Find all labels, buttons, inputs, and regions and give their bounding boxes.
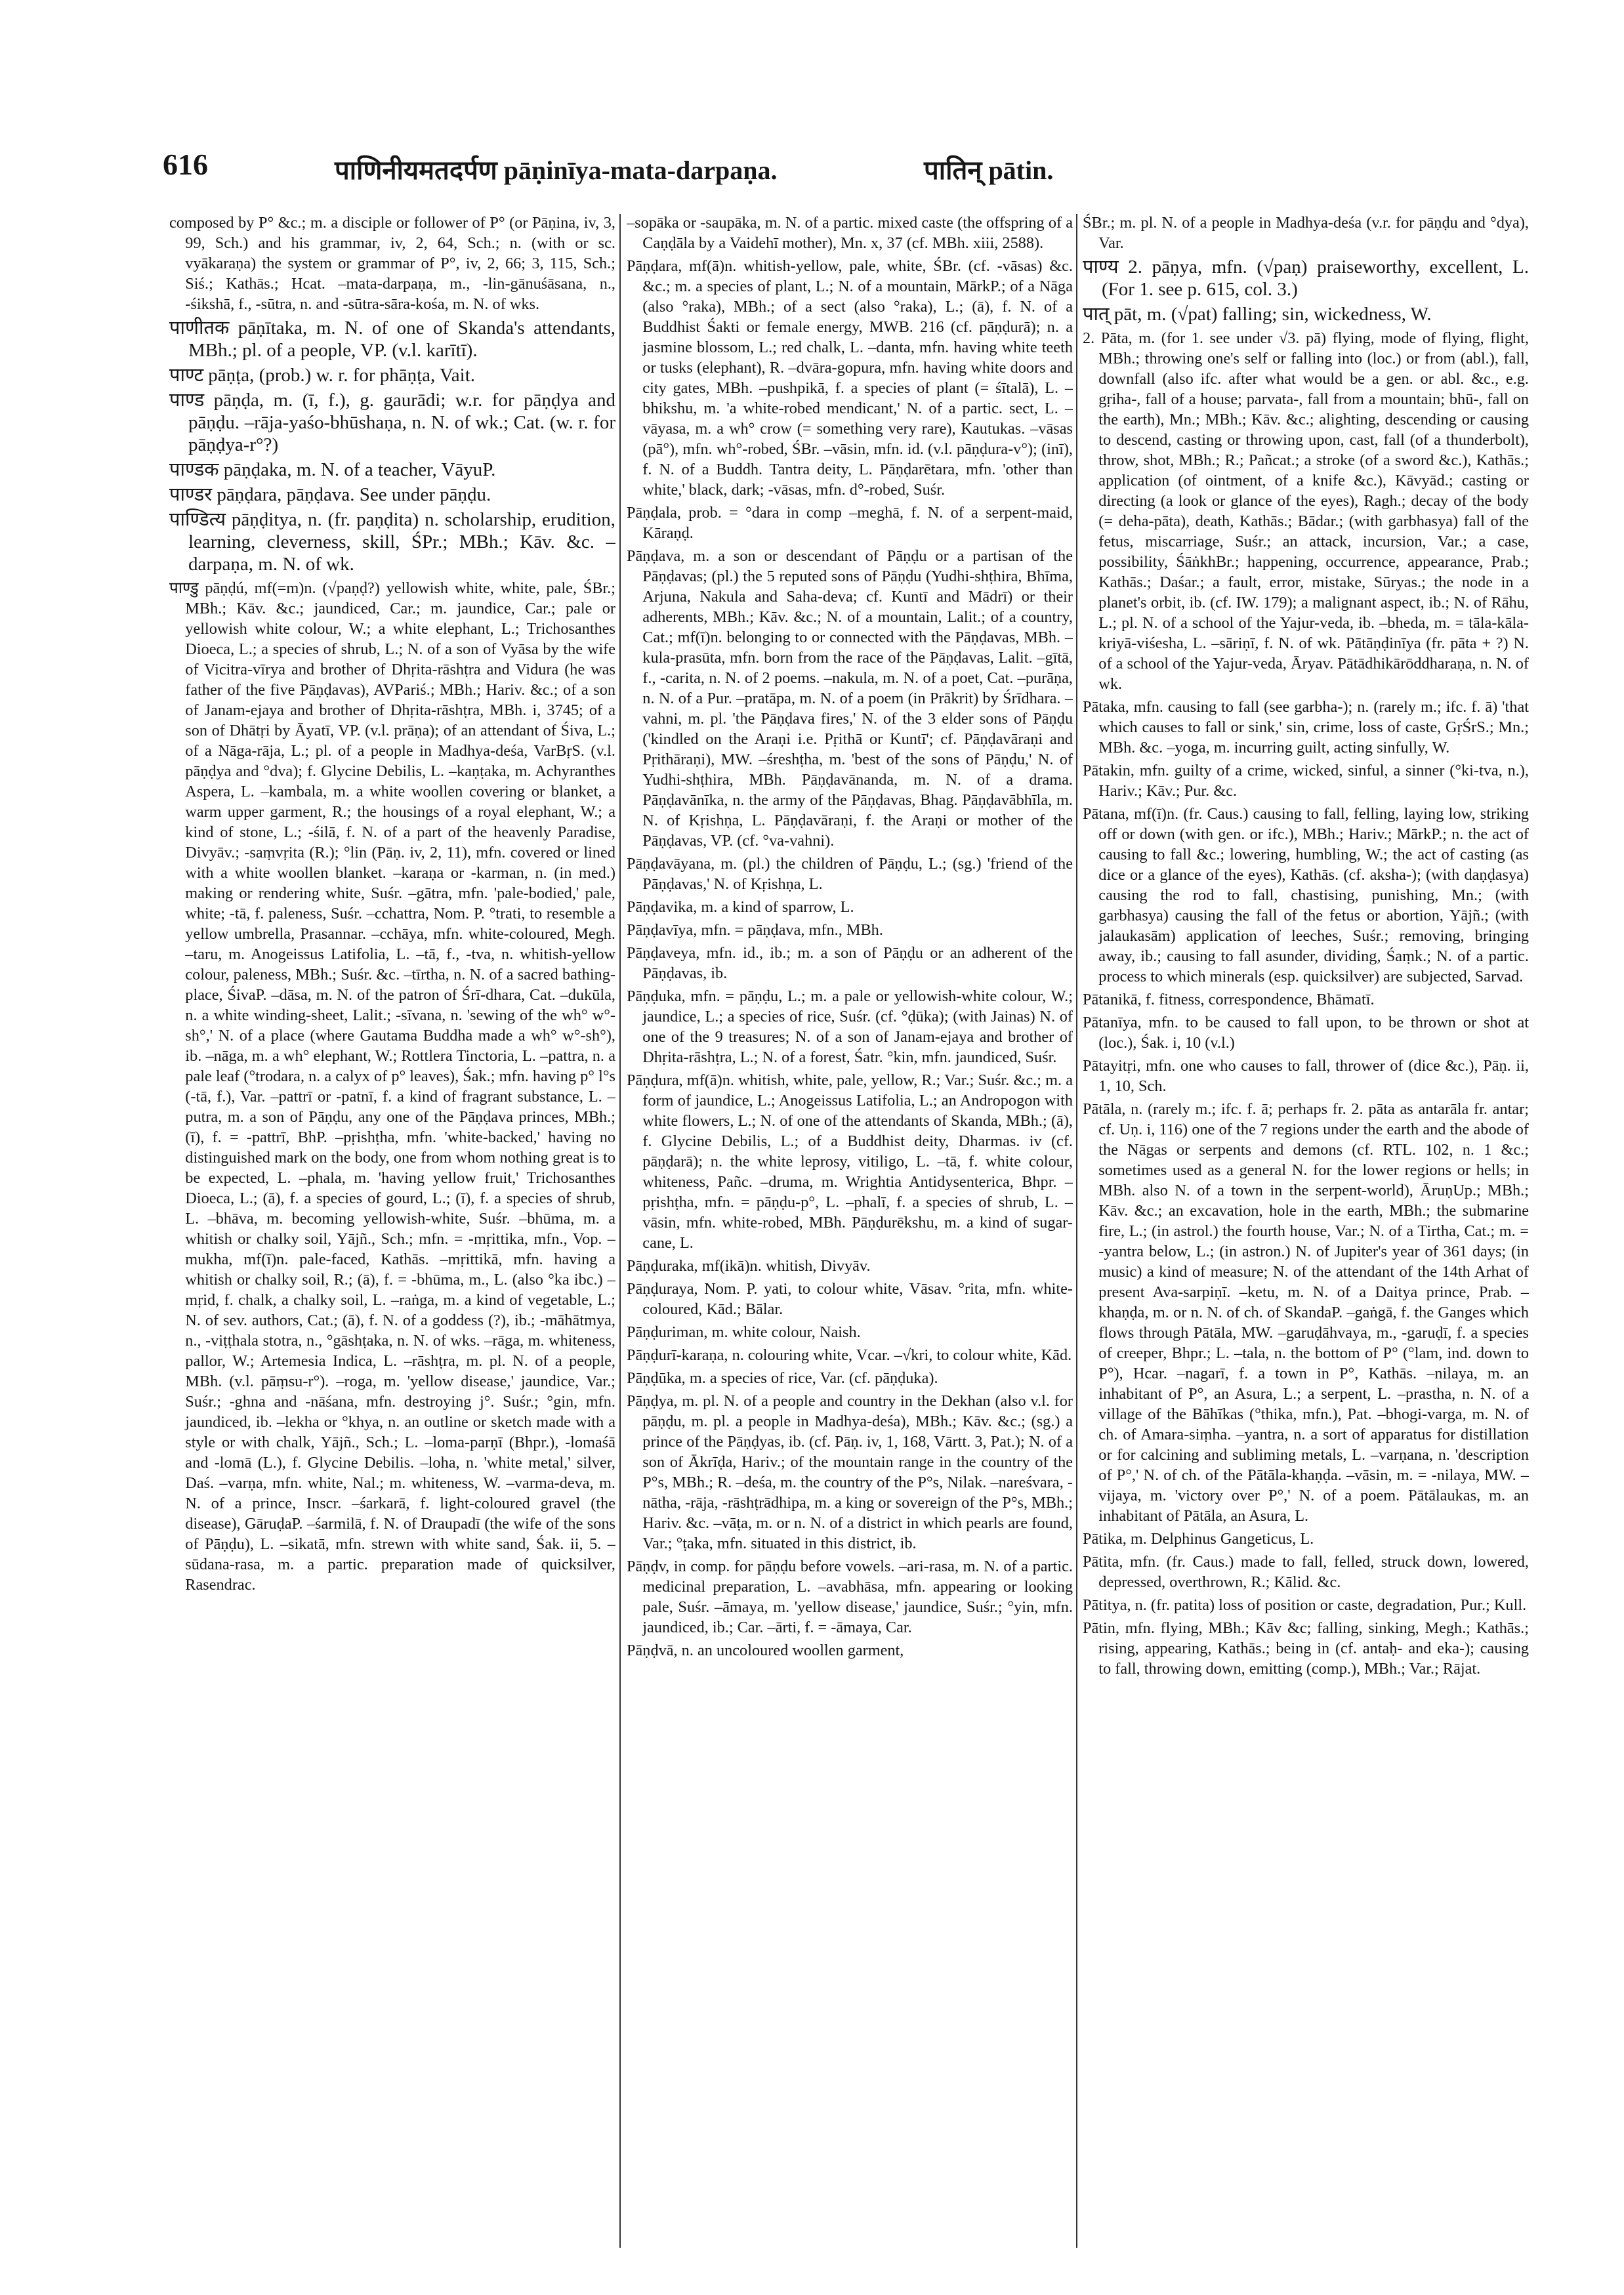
column-rule-1 [619, 214, 621, 2248]
dictionary-entry: –sopāka or -saupāka, m. N. of a partic. mixed caste (the offspring of a Caṇḍāla by a Vaidehī mother), Mn. x, 37 (cf. MBh. xiii, 2588). [627, 214, 1073, 252]
column-3 [1083, 213, 1529, 2253]
dictionary-entry: Pāṇḍya, m. pl. N. of a people and country in the Dekhan (also v.l. for pāṇḍu, m. pl. a people in Madhya-deśa), MBh.; Kāv. &c.; (sg.) a prince of the Pāṇḍyas, ib. (cf. Pāṇ. iv, 1, 168, Vārtt. 3, Pat.); N. of a son of Ākrīḍa, Hariv.; of the mountain range in the country of the P°s, MBh.; R. –deśa, m. the country of the P°s, Nilak. –nareśvara, -nātha, -rāja, -rāshṭrādhipa, m. a king or sovereign of the P°s, MBh.; Hariv. &c. –vāṭa, m. or n. N. of a district in which pearls are found, Var.; °ṭaka, mfn. situated in this district, ib. [627, 1392, 1073, 1552]
dictionary-entry: पाण्ड pāṇḍa, m. (ī, f.), g. gaurādi; w.r. for pāṇḍya and pāṇḍu. –rāja-yaśo-bhūshaṇa, n. N. of wk.; Cat. (w. r. for pāṇḍya-r°?) [169, 390, 615, 455]
dictionary-entry: Pātanikā, f. fitness, correspondence, Bhāmatī. [1083, 991, 1375, 1008]
dictionary-entry: Pāṇḍura, mf(ā)n. whitish, white, pale, yellow, R.; Var.; Suśr. &c.; m. a form of jaundice, L.; Anogeissus Latifolia, L.; an Andropogon with white flowers, L.; N. of one of the attendants of Skanda, MBh.; (ā), f. Glycine Debilis, L.; of a Buddhist deity, Dharmas. iv (cf. pāṇḍarā); n. the white leprosy, vitiligo, L. –tā, f. white colour, whiteness, Pañc. –druma, m. Wrightia Antidysenterica, Bhpr. –pṛishṭha, mfn. = pāṇḍu-p°, L. –phalī, f. a species of shrub, L. –vāsin, mfn. white-robed, MBh. Pāṇḍurēkshu, m. a kind of sugar-cane, L. [627, 1071, 1073, 1252]
dictionary-entry: Pāṇḍv, in comp. for pāṇḍu before vowels. –ari-rasa, m. N. of a partic. medicinal preparation, L. –avabhāsa, mfn. appearing or looking pale, Suśr. –āmaya, m. 'yellow disease,' jaundice, Suśr.; °yin, mfn. jaundiced, ib.; Car. –ārti, f. = -āmaya, Car. [627, 1558, 1073, 1636]
dictionary-entry: Pātin, mfn. flying, MBh.; Kāv &c; falling, sinking, Megh.; Kathās.; rising, appearing, Kathās.; being in (cf. antaḥ- and eka-); causing to fall, throwing down, emitting (comp.), MBh.; Var.; Rājat. [1083, 1619, 1529, 1678]
dictionary-entry: Pātaka, mfn. causing to fall (see garbha-); n. (rarely m.; ifc. f. ā) 'that which causes to fall or sink,' sin, crime, loss of caste, GṛŚrS.; Mn.; MBh. &c. –yoga, m. incurring guilt, acting sinfully, W. [1083, 698, 1529, 756]
dictionary-entry: Pāṇḍava, m. a son or descendant of Pāṇḍu or a partisan of the Pāṇḍavas; (pl.) the 5 reputed sons of Pāṇḍu (Yudhi-shṭhira, Bhīma, Arjuna, Nakula and Saha-deva; cf. Kuntī and Mādrī) or their adherents, MBh.; Kāv. &c.; N. of a mountain, Lalit.; of a country, Cat.; mf(ī)n. belonging to or connected with the Pāṇḍavas, MBh. –kula-prasūta, mfn. born from the race of the Pāṇḍavas, Lalit. –gītā, f., -carita, n. N. of 2 poems. –nakula, m. N. of a poet, Cat. –purāṇa, n. N. of a Pur. –pratāpa, m. N. of a poem (in Prākrit) by Śrīdhara. –vahni, m. pl. 'the Pāṇḍava fires,' N. of the 3 elder sons of Pāṇḍu ('kindled on the Araṇi i.e. Pṛithā or Kuntī'; cf. Pāṇḍavāraṇi and Pṛithāraṇi), MW. –śreshṭha, m. 'best of the sons of Pāṇḍu,' N. of Yudhi-shṭhira, MBh. Pāṇḍavānanda, m. N. of a drama. Pāṇḍavānīka, n. the army of the Pāṇḍavas, Bhag. Pāṇḍavābhīla, m. N. of Kṛishṇa, L. Pāṇḍavāraṇi, f. the Araṇi or mother of the Pāṇḍavas, VP. (cf. °va-vahni). [627, 547, 1073, 850]
dictionary-entry: Pāṇḍavika, m. a kind of sparrow, L. [627, 898, 854, 916]
dictionary-entry: Pāṇḍuraka, mf(ikā)n. whitish, Divyāv. [627, 1257, 871, 1275]
column-1 [169, 213, 615, 2253]
dictionary-entry: Pāṇḍurī-karaṇa, n. colouring white, Vcar. –√kri, to colour white, Kād. [627, 1346, 1072, 1364]
dictionary-entry: पाण्डक pāṇḍaka, m. N. of a teacher, VāyuP. [169, 459, 496, 480]
dictionary-entry: पाण्य 2. pāṇya, mfn. (√paṇ) praiseworthy, excellent, L. (For 1. see p. 615, col. 3.) [1083, 257, 1529, 300]
dictionary-entry: Pāṇḍuraya, Nom. P. yati, to colour white, Vāsav. °rita, mfn. white-coloured, Kād.; Bālar. [627, 1280, 1073, 1318]
dictionary-entry: Pāṇḍavāyana, m. (pl.) the children of Pāṇḍu, L.; (sg.) 'friend of the Pāṇḍavas,' N. of Kṛishṇa, L. [627, 855, 1073, 893]
dictionary-entry: Pātita, mfn. (fr. Caus.) made to fall, felled, struck down, lowered, depressed, overthrown, R.; Kālid. &c. [1083, 1553, 1529, 1591]
dictionary-entry: Pāṇḍūka, m. a species of rice, Var. (cf. pāṇḍuka). [627, 1369, 938, 1387]
dictionary-entry: Pātitya, n. (fr. patita) loss of position or caste, degradation, Pur.; Kull. [1083, 1596, 1527, 1614]
dictionary-entry: Pātayitṛi, mfn. one who causes to fall, thrower of (dice &c.), Pāṇ. ii, 1, 10, Sch. [1083, 1057, 1529, 1095]
dictionary-entry: पाण्डित्य pāṇḍitya, n. (fr. paṇḍita) n. scholarship, erudition, learning, cleverness, skill, ŚPr.; MBh.; Kāv. &c. –darpaṇa, m. N. of wk. [169, 509, 615, 575]
dictionary-entry: पाण्ट pāṇṭa, (prob.) w. r. for phāṇṭa, Vait. [169, 365, 475, 386]
dictionary-entry: Pāṇḍavīya, mfn. = pāṇḍava, mfn., MBh. [627, 921, 883, 939]
running-head-left: पाणिनीयमतदर्पण pāṇinīya-mata-darpaṇa. [335, 155, 778, 185]
dictionary-entry: Pātana, mf(ī)n. (fr. Caus.) causing to fall, felling, laying low, striking off or down (with gen. or ifc.), MBh.; Hariv.; MārkP.; n. the act of causing to fall &c.; lowering, humbling, W.; the act of casting (as dice or a glance of the eyes), Kathās. (cf. aksha-); (with daṇḍasya) causing the rod to fall, chastising, punishing, Mn.; (with garbhasya) causing the fall of the fetus or abortion, Yājñ.; (with jalaukasām) application of leeches, Suśr.; removing, bringing away, ib.; causing to fall asunder, dividing, Śaṃk.; N. of a partic. process to which minerals (esp. quicksilver) are subjected, Sarvad. [1083, 805, 1529, 985]
dictionary-entry: Pāṇḍara, mf(ā)n. whitish-yellow, pale, white, ŚBr. (cf. -vāsas) &c. &c.; m. a species of plant, L.; N. of a mountain, MārkP.; of a Nāga (also °raka), MBh.; of a sect (also °raka), L.; (ā), f. N. of a Buddhist Śakti or female energy, MWB. 216 (cf. pāṇḍurā); n. a jasmine blossom, L.; red chalk, L. –danta, mfn. having white teeth or tusks (elephant), R. –dvāra-gopura, mfn. having white doors and city gates, MBh. –pushpikā, f. a species of plant (= śītalā), L. –bhikshu, m. 'a white-robed mendicant,' N. of a partic. sect, L. –vāyasa, m. a wh° crow (= something very rare), Kautukas. –vāsas (pā°), mfn. wh°-robed, ŚBr. –vāsin, mfn. id. (v.l. pāṇḍura-v°); (inī), f. N. of a Buddh. Tantra deity, L. Pāṇḍarētara, mfn. 'other than white,' black, dark; -vāsas, mfn. d°-robed, Suśr. [627, 257, 1073, 499]
dictionary-entry: Pātika, m. Delphinus Gangeticus, L. [1083, 1530, 1314, 1548]
dictionary-entry: Pātāla, n. (rarely m.; ifc. f. ā; perhaps fr. 2. pāta as antarāla fr. antar; cf. Uṇ. i, 116) one of the 7 regions under the earth and the abode of the Nāgas or serpents and demons (cf. RTL. 102, n. 1 &c.; sometimes used as a general N. for the lower regions or hells; in MBh. also N. of a town in the serpent-world), ĀruṇUp.; MBh.; Kāv. &c.; an excavation, hole in the earth, MBh.; the submarine fire, L.; (in astrol.) the fourth house, Var.; N. of a Tirtha, Cat.; m. = -yantra below, L.; (in astron.) N. of Jupiter's year of 361 days; (in music) a kind of measure; N. of the attendant of the 14th Arhat of present Ava-sarpiṇī. –ketu, m. N. of a Daitya prince, Prab. –khaṇḍa, m. or n. N. of ch. of SkandaP. –gaṅgā, f. the Ganges which flows through Pātāla, MW. –garuḍāhvaya, m., -garuḍī, f. a species of creeper, Bhpr.; L. –tala, n. the bottom of P° (°lam, ind. down to P°), Hcar. –nagarī, f. a town in P°, Kathās. –nilaya, m. an inhabitant of P°, an Asura, L.; a serpent, L. –prastha, n. N. of a village of the Bāhīkas (°thika, mfn.), Pat. –bhogi-varga, m. N. of ch. of Amara-siṃha. –yantra, n. a sort of apparatus for distillation or for calcining and subliming metals, L. –varṇana, n. 'description of P°,' N. of ch. of the Pātāla-khaṇḍa. –vāsin, m. = -nilaya, MW. –vijaya, m. 'victory over P°,' N. of a poem. Pātālaukas, m. an inhabitant of Pātāla, an Asura, L. [1083, 1100, 1529, 1525]
dictionary-entry: ŚBr.; m. pl. N. of a people in Madhya-deśa (v.r. for pāṇḍu and °dya), Var. [1083, 214, 1529, 252]
dictionary-entry: Pāṇḍala, prob. = °dara in comp –meghā, f. N. of a serpent-maid, Kāraṇḍ. [627, 504, 1073, 542]
page-number: 616 [163, 148, 208, 181]
dictionary-entry: composed by P° &c.; m. a disciple or follower of P° (or Pāṇina, iv, 3, 99, Sch.) and his grammar, iv, 2, 64, Sch.; n. (with or sc. vyākaraṇa) the system or grammar of P°, iv, 2, 66; 3, 115, Sch.; Siś.; Kathās.; Hcat. –mata-darpaṇa, m., -lin-gānuśāsana, n., -śikshā, f., -sūtra, n. and -sūtra-sāra-kośa, m. N. of wks. [169, 214, 615, 313]
dictionary-entry: Pāṇḍuriman, m. white colour, Naish. [627, 1323, 861, 1341]
dictionary-entry: Pātakin, mfn. guilty of a crime, wicked, sinful, a sinner (°ki-tva, n.), Hariv.; Kāv.; Pur. &c. [1083, 762, 1529, 800]
dictionary-entry: पात् pāt, m. (√pat) falling; sin, wickedness, W. [1083, 304, 1432, 325]
dictionary-entry: Pāṇḍvā, n. an uncoloured woollen garment, [627, 1642, 904, 1659]
column-2 [627, 213, 1073, 2253]
running-head-right: पातिन् pātin. [924, 155, 1054, 185]
dictionary-entry: Pāṇḍaveya, mfn. id., ib.; m. a son of Pāṇḍu or an adherent of the Pāṇḍavas, ib. [627, 944, 1073, 982]
page-header [163, 147, 1475, 193]
dictionary-entry: Pāṇḍuka, mfn. = pāṇḍu, L.; m. a pale or yellowish-white colour, W.; jaundice, L.; a species of rice, Suśr. (cf. °ḍūka); (with Jainas) N. of one of the 9 treasures; N. of a son of Janam-ejaya and brother of Dhṛita-rāshṭra, L.; N. of a forest, Śatr. °kin, mfn. jaundiced, Suśr. [627, 987, 1073, 1066]
dictionary-entry: 2. Pāta, m. (for 1. see under √3. pā) flying, mode of flying, flight, MBh.; throwing one's self or falling into (loc.) or from (abl.), fall, downfall (also ifc. after what would be a gen. or abl. &c., e.g. gṛiha-, fall of a house; parvata-, fall from a mountain; bhū-, fall on the earth), Mn.; MBh.; Kāv. &c.; alighting, descending or causing to descend, casting or throwing upon, cast, fall (of a thunderbolt), throw, shot, MBh.; R.; Pañcat.; a stroke (of a sword &c.), Kathās.; application (of ointment, of a knife &c.), Kāvyād.; casting or directing (a look or glance of the eyes), Ragh.; decay of the body (= deha-pāta), death, Kathās.; Bādar.; (with garbhasya) fall of the fetus, miscarriage, Suśr.; an attack, incursion, Var.; a case, possibility, ŚāṅkhBr.; happening, occurrence, appearance, Prab.; Kathās.; Daśar.; a fault, error, mistake, Sūryas.; the node in a planet's orbit, ib. (cf. IW. 179); a malignant aspect, ib.; N. of Rāhu, L.; pl. N. of a school of the Yajur-veda, ib. –bheda, m. = tāla-kāla-kriyā-viśesha, L. –sāriṇī, f. N. of wk. Pātāṇḍinīya (fr. pāta + ?) N. of a school of the Yajur-veda, Āryav. Pātādhikārōddharaṇa, n. N. of wk. [1083, 329, 1529, 693]
dictionary-entry: पाण्डर pāṇḍara, pāṇḍava. See under pāṇḍu. [169, 484, 491, 505]
column-rule-2 [1076, 214, 1077, 2248]
dictionary-entry: पाण्डु pāṇḍú, mf(=m)n. (√paṇḍ?) yellowish white, white, pale, ŚBr.; MBh.; Kāv. &c.; jaundiced, Car.; m. jaundice, Car.; pale or yellowish white colour, W.; a white elephant, L.; Trichosanthes Dioeca, L.; a species of shrub, L.; N. of a son of Vyāsa by the wife of Vicitra-vīrya and brother of Dhṛita-rāshṭra and Vidura (he was father of the five Pāṇḍavas), AVPariś.; MBh.; Hariv. &c.; of a son of Janam-ejaya and brother of Dhṛita-rāshṭra, MBh. i, 3745; of a son of Dhātṛi by Āyatī, VP. (v.l. prāṇa); of an attendant of Śiva, L.; of a Nāga-rāja, L.; pl. of a people in Madhya-deśa, VarBṛS. (v.l. pāṇḍya and °dva); f. Glycine Debilis, L. –kaṇṭaka, m. Achyranthes Aspera, L. –kambala, m. a white woollen covering or blanket, a warm upper garment, R.; the housings of a royal elephant, W.; a kind of stone, L.; -śilā, f. N. of a part of the heavenly Paradise, Divyāv.; -saṃvṛita (R.); °lin (Pāṇ. iv, 2, 11), mfn. covered or lined with a white woollen blanket. –karaṇa or -karman, n. (in med.) making or rendering white, Suśr. –gātra, mfn. 'pale-bodied,' pale, white; -tā, f. paleness, Suśr. –cchattra, Nom. P. °trati, to resemble a yellow umbrella, Prasannar. –cchāya, mfn. white-coloured, Megh. –taru, m. Anogeissus Latifolia, L. –tā, f., -tva, n. whitish-yellow colour, paleness, MBh.; Suśr. &c. –tīrtha, n. N. of a sacred bathing-place, ŚivaP. –dāsa, m. N. of the patron of Śrī-dhara, Cat. –dukūla, n. a white winding-sheet, Lalit.; -sīvana, n. 'sewing of the wh° w°-sh°,' N. of a place (where Gautama Buddha made a wh° w°-sh°), ib. –nāga, m. a wh° elephant, W.; Rottlera Tinctoria, L. –pattra, n. a pale leaf (°trodara, n. a calyx of p° leaves), Śak.; mfn. having p° l°s (-tā, f.), Var. –pattrī or -patnī, f. a kind of fragrant substance, L. –putra, m. a son of Pāṇḍu, any one of the Pāṇḍava princes, MBh.; (ī), f. = -pattrī, BhP. –pṛishṭha, mfn. 'white-backed,' having no distinguished mark on the body, one from whom nothing great is to be expected, L. –phala, m. 'having yellow fruit,' Trichosanthes Dioeca, L.; (ā), f. a species of gourd, L.; (ī), f. a species of shrub, L. –bhāva, m. becoming yellowish-white, Suśr. –bhūma, m. a whitish or chalky soil, Yājñ., Sch.; mfn. = -mṛittika, mfn., Vop. –mukha, mf(ī)n. pale-faced, Kathās. –mṛittikā, mfn. having a whitish or chalky soil, R.; (ā), f. = -bhūma, m., L. (also °ka ibc.) –mṛid, f. chalk, a chalky soil, L. –raṅga, m. a kind of vegetable, L.; N. of sev. authors, Cat.; (ā), f. N. of a goddess (?), ib.; -māhātmya, n., -viṭṭhala stotra, n., °gāshṭaka, n. N. of wks. –rāga, m. whiteness, pallor, W.; Artemesia Indica, L. –rāshṭra, m. pl. N. of a people, MBh. (v.l. pāṃsu-r°). –roga, m. 'yellow disease,' jaundice, Var.; Suśr.; -ghna and -nāśana, mfn. destroying j°. Suśr.; °gin, mfn. jaundiced, ib. –lekha or °khya, n. an outline or sketch made with a style or with chalk, Yājñ., Sch.; L. –loma-parṇī (Bhpr.), -lomaśā and -lomā (L.), f. Glycine Debilis. –loha, n. 'white metal,' silver, Daś. –varṇa, mfn. white, Nal.; m. whiteness, W. –varma-deva, m. N. of a prince, Inscr. –śarkarā, f. light-coloured gravel (the disease), GāruḍaP. –śarmilā, f. N. of Draupadī (the wife of the sons of Pāṇḍu), L. –sikatā, mfn. strewn with white sand, Śak. ii, 5. –sūdana-rasa, m. a partic. preparation made of quicksilver, Rasendrac. [169, 579, 615, 1594]
dictionary-entry: पाणीतक pāṇītaka, m. N. of one of Skanda's attendants, MBh.; pl. of a people, VP. (v.l. karītī). [169, 318, 615, 361]
dictionary-entry: Pātanīya, mfn. to be caused to fall upon, to be thrown or shot at (loc.), Śak. i, 10 (v.l.) [1083, 1014, 1529, 1052]
